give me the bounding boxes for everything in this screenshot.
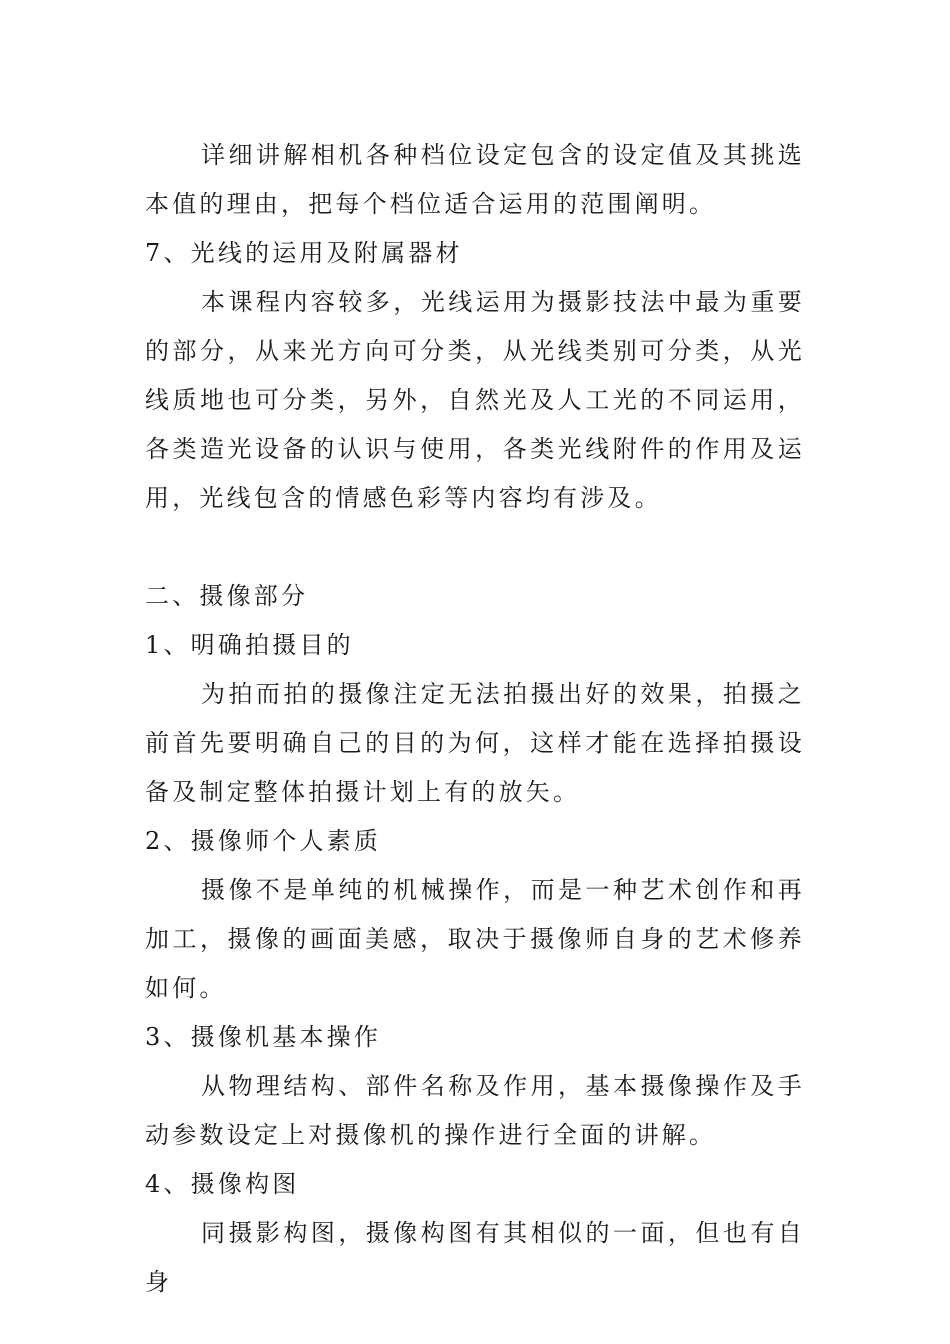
document-body [145, 131, 805, 1307]
paragraph-video-composition: 同摄影构图，摄像构图有其相似的一面，但也有自身 [145, 1219, 805, 1296]
paragraph-camera-operation: 从物理结构、部件名称及作用，基本摄像操作及手动参数设定上对摄像机的操作进行全面的讲解。 [145, 1072, 805, 1149]
paragraph-camera-modes: 详细讲解相机各种档位设定包含的设定值及其挑选本值的理由，把每个档位适合运用的范围阐明。 [145, 141, 805, 218]
heading-light-usage: 7、光线的运用及附属器材 [145, 239, 463, 267]
heading-shooting-purpose: 1、明确拍摄目的 [145, 631, 354, 659]
heading-video-composition: 4、摄像构图 [145, 1170, 300, 1198]
heading-camera-operation: 3、摄像机基本操作 [145, 1023, 382, 1051]
section-title-videography: 二、摄像部分 [145, 582, 309, 610]
paragraph-light-usage: 本课程内容较多，光线运用为摄影技法中最为重要的部分，从来光方向可分类，从光线类别可分类，从光线质地也可分类，另外，自然光及人工光的不同运用，各类造光设备的认识与使用，各类光线附件的作用及运用，光线包含的情感色彩等内容均有涉及。 [145, 288, 805, 512]
paragraph-cameraman-quality: 摄像不是单纯的机械操作，而是一种艺术创作和再加工，摄像的画面美感，取决于摄像师自身的艺术修养如何。 [145, 876, 805, 1002]
paragraph-shooting-purpose: 为拍而拍的摄像注定无法拍摄出好的效果，拍摄之前首先要明确自己的目的为何，这样才能在选择拍摄设备及制定整体拍摄计划上有的放矢。 [145, 680, 805, 806]
heading-cameraman-quality: 2、摄像师个人素质 [145, 827, 382, 855]
